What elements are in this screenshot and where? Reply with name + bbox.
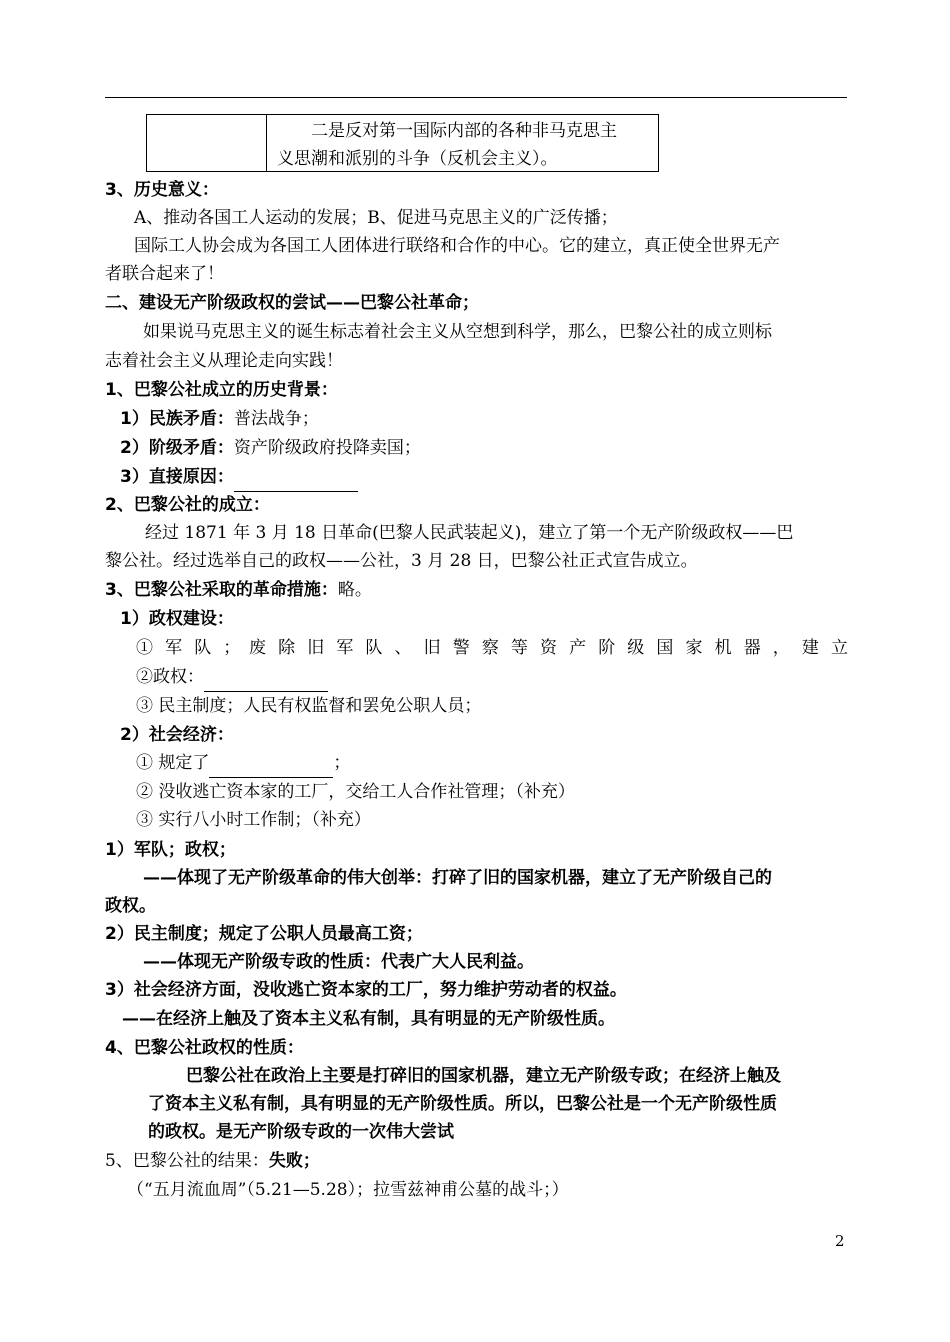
result-heading: 5、巴黎公社的结果：失败； bbox=[105, 1151, 320, 1171]
background-heading: 1、巴黎公社成立的历史背景： bbox=[105, 380, 338, 400]
result-detail: （“五月流血周”（5.21—5.28）；拉雪兹神甫公墓的战斗；） bbox=[127, 1180, 569, 1200]
significance-ab: A、推动各国工人运动的发展；B、促进马克思主义的广泛传播； bbox=[134, 208, 618, 228]
continuation-table bbox=[146, 114, 659, 172]
significance-center-2: 者联合起来了！ bbox=[105, 264, 224, 284]
economy-heading: 2）社会经济： bbox=[120, 725, 234, 745]
establishment-line-2: 黎公社。经过选举自己的政权——公社，3 月 28 日，巴黎公社正式宣告成立。 bbox=[105, 551, 698, 571]
table-line-1: 二是反对第一国际内部的各种非马克思主 bbox=[311, 121, 617, 141]
nature-heading: 4、巴黎公社政权的性质： bbox=[105, 1038, 304, 1058]
economy-item-2: ② 没收逃亡资本家的工厂，交给工人合作社管理；（补充） bbox=[136, 782, 575, 802]
summary-1a: ——体现了无产阶级革命的伟大创举：打碎了旧的国家机器，建立了无产阶级自己的 bbox=[143, 868, 772, 888]
background-item-3: 3）直接原因： bbox=[120, 463, 358, 492]
economy-item-1: ① 规定了 ； bbox=[136, 749, 350, 778]
section-two-heading: 二、建设无产阶级政权的尝试——巴黎公社革命； bbox=[105, 293, 479, 313]
economy-item-3: ③ 实行八小时工作制；（补充） bbox=[136, 810, 371, 830]
page-number: 2 bbox=[835, 1232, 845, 1250]
political-item-2: ②政权： bbox=[136, 663, 328, 692]
table-left-cell bbox=[147, 115, 267, 171]
nature-line-2: 了资本主义私有制，具有明显的无产阶级性质。所以，巴黎公社是一个无产阶级性质 bbox=[148, 1094, 777, 1114]
fill-blank bbox=[209, 749, 333, 778]
intro-line-2: 志着社会主义从理论走向实践！ bbox=[105, 351, 343, 371]
political-item-3: ③ 民主制度；人民有权监督和罢免公职人员； bbox=[136, 696, 482, 716]
summary-1: 1）军队；政权； bbox=[105, 840, 236, 860]
background-item-1: 1）民族矛盾：普法战争； bbox=[120, 409, 319, 429]
establishment-line-1: 经过 1871 年 3 月 18 日革命(巴黎人民武装起义)，建立了第一个无产阶级政权——巴 bbox=[145, 523, 794, 543]
establishment-heading: 2、巴黎公社的成立： bbox=[105, 495, 270, 515]
header-rule bbox=[105, 97, 847, 98]
summary-3: 3）社会经济方面，没收逃亡资本家的工厂，努力维护劳动者的权益。 bbox=[105, 980, 627, 1000]
intro-line-1: 如果说马克思主义的诞生标志着社会主义从空想到科学，那么，巴黎公社的成立则标 bbox=[143, 322, 772, 342]
heading-historical-significance: 3、历史意义： bbox=[105, 180, 219, 200]
political-item-1: ① 军 队 ； 废 除 旧 军 队 、 旧 警 察 等 资 产 阶 级 国 家 机 器 ， 建 立 bbox=[136, 638, 848, 658]
summary-3a: ——在经济上触及了资本主义私有制，具有明显的无产阶级性质。 bbox=[122, 1009, 615, 1029]
fill-blank bbox=[234, 463, 358, 492]
fill-blank bbox=[204, 663, 328, 692]
nature-line-3: 的政权。是无产阶级专政的一次伟大尝试 bbox=[148, 1122, 454, 1142]
nature-line-1: 巴黎公社在政治上主要是打碎旧的国家机器，建立无产阶级专政；在经济上触及 bbox=[186, 1066, 781, 1086]
background-item-2: 2）阶级矛盾：资产阶级政府投降卖国； bbox=[120, 438, 421, 458]
measures-heading: 3、巴黎公社采取的革命措施：略。 bbox=[105, 580, 372, 600]
significance-center-1: 国际工人协会成为各国工人团体进行联络和合作的中心。它的建立，真正使全世界无产 bbox=[134, 236, 780, 256]
table-line-2: 义思潮和派别的斗争（反机会主义）。 bbox=[277, 149, 558, 169]
political-heading: 1）政权建设： bbox=[120, 609, 234, 629]
summary-2a: ——体现无产阶级专政的性质：代表广大人民利益。 bbox=[143, 952, 534, 972]
summary-1b: 政权。 bbox=[105, 896, 156, 916]
summary-2: 2）民主制度；规定了公职人员最高工资； bbox=[105, 924, 423, 944]
table-right-cell bbox=[267, 115, 658, 171]
